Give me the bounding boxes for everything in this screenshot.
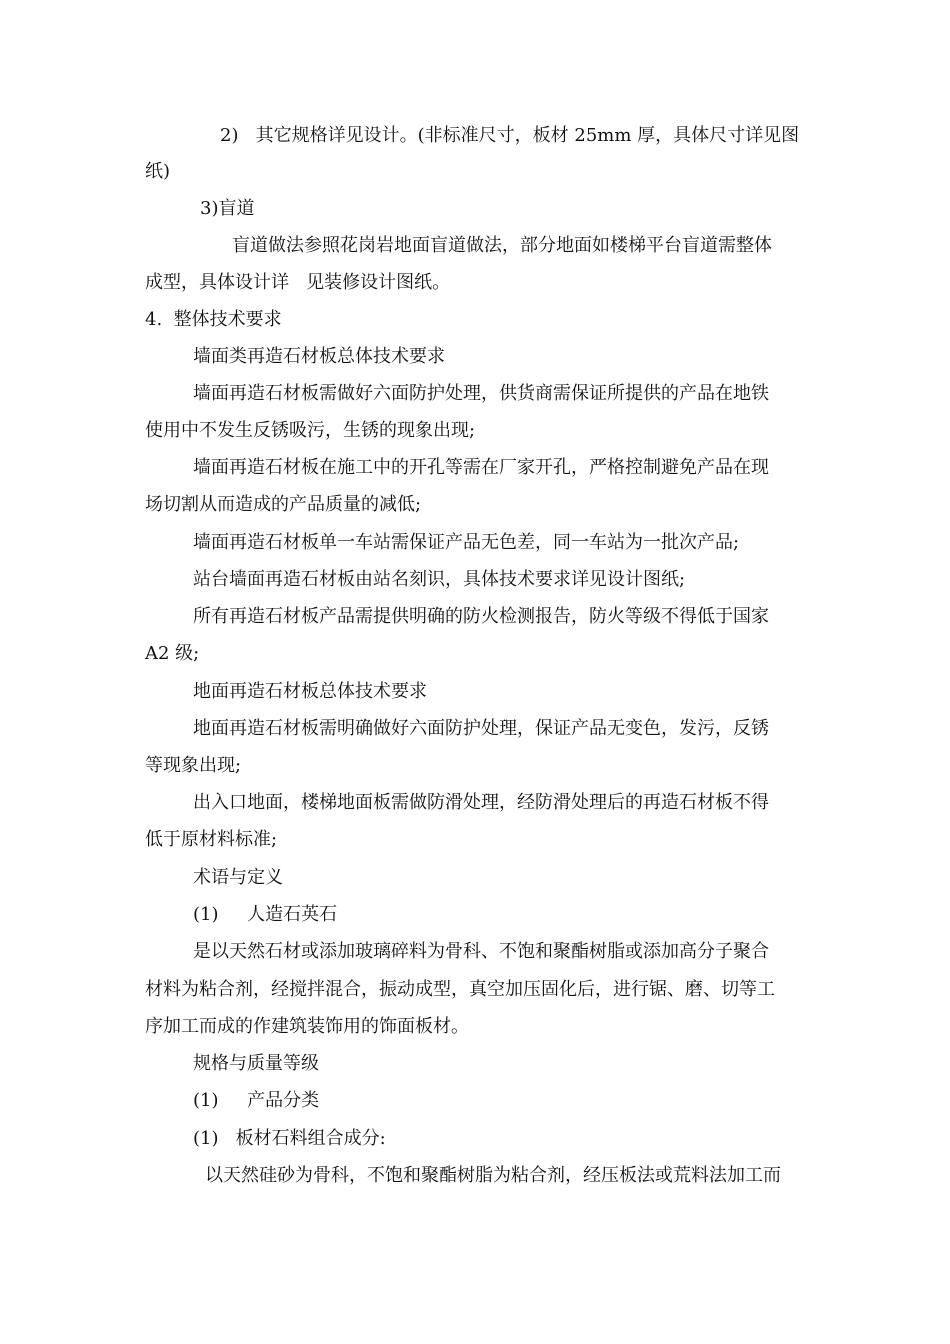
text-line: 成型，具体设计详 见装修设计图纸。	[145, 272, 451, 293]
subsection-heading: 墙面类再造石材板总体技术要求	[193, 346, 445, 367]
text-line: 墙面再造石材板需做好六面防护处理，供货商需保证所提供的产品在地铁	[193, 383, 769, 404]
text-line: 墙面再造石材板在施工中的开孔等需在厂家开孔，严格控制避免产品在现	[193, 457, 769, 478]
section-heading: 4. 整体技术要求	[145, 309, 282, 330]
text-line: 序加工而成的作建筑装饰用的饰面板材。	[145, 1016, 469, 1037]
text-line: A2 级;	[145, 643, 200, 664]
subsection-heading: 术语与定义	[193, 867, 283, 888]
text-line: 以天然硅砂为骨科，不饱和聚酯树脂为粘合剂，经压板法或荒料法加工而	[205, 1165, 781, 1186]
text-line: 地面再造石材板需明确做好六面防护处理，保证产品无变色，发污，反锈	[193, 718, 769, 739]
text-line: 2) 其它规格详见设计。(非标准尺寸，板材 25mm 厚，具体尺寸详见图	[220, 125, 800, 146]
text-line: 3)盲道	[200, 198, 255, 219]
text-line: 是以天然石材或添加玻璃碎料为骨科、不饱和聚酯树脂或添加高分子聚合	[193, 941, 769, 962]
text-line: (1) 产品分类	[193, 1090, 320, 1111]
text-line: (1) 板材石料组合成分:	[193, 1128, 386, 1149]
subsection-heading: 地面再造石材板总体技术要求	[193, 681, 427, 702]
text-line: 等现象出现;	[145, 755, 242, 776]
text-line: 使用中不发生反锈吸污，生锈的现象出现;	[145, 420, 476, 441]
text-line: 纸)	[145, 161, 171, 182]
subsection-heading: 规格与质量等级	[193, 1053, 319, 1074]
text-line: (1) 人造石英石	[193, 904, 338, 925]
text-line: 站台墙面再造石材板由站名刻识，具体技术要求详见设计图纸;	[193, 569, 686, 590]
text-line: 出入口地面，楼梯地面板需做防滑处理，经防滑处理后的再造石材板不得	[193, 792, 769, 813]
text-line: 墙面再造石材板单一车站需保证产品无色差，同一车站为一批次产品;	[193, 532, 740, 553]
text-line: 所有再造石材板产品需提供明确的防火检测报告，防火等级不得低于国家	[193, 606, 769, 627]
text-line: 场切割从而造成的产品质量的减低;	[145, 494, 422, 515]
text-line: 盲道做法参照花岗岩地面盲道做法，部分地面如楼梯平台盲道需整体	[232, 235, 772, 256]
text-line: 低于原材料标准;	[145, 829, 278, 850]
text-line: 材料为粘合剂，经搅拌混合，振动成型，真空加压固化后，进行锯、磨、切等工	[145, 979, 775, 1000]
